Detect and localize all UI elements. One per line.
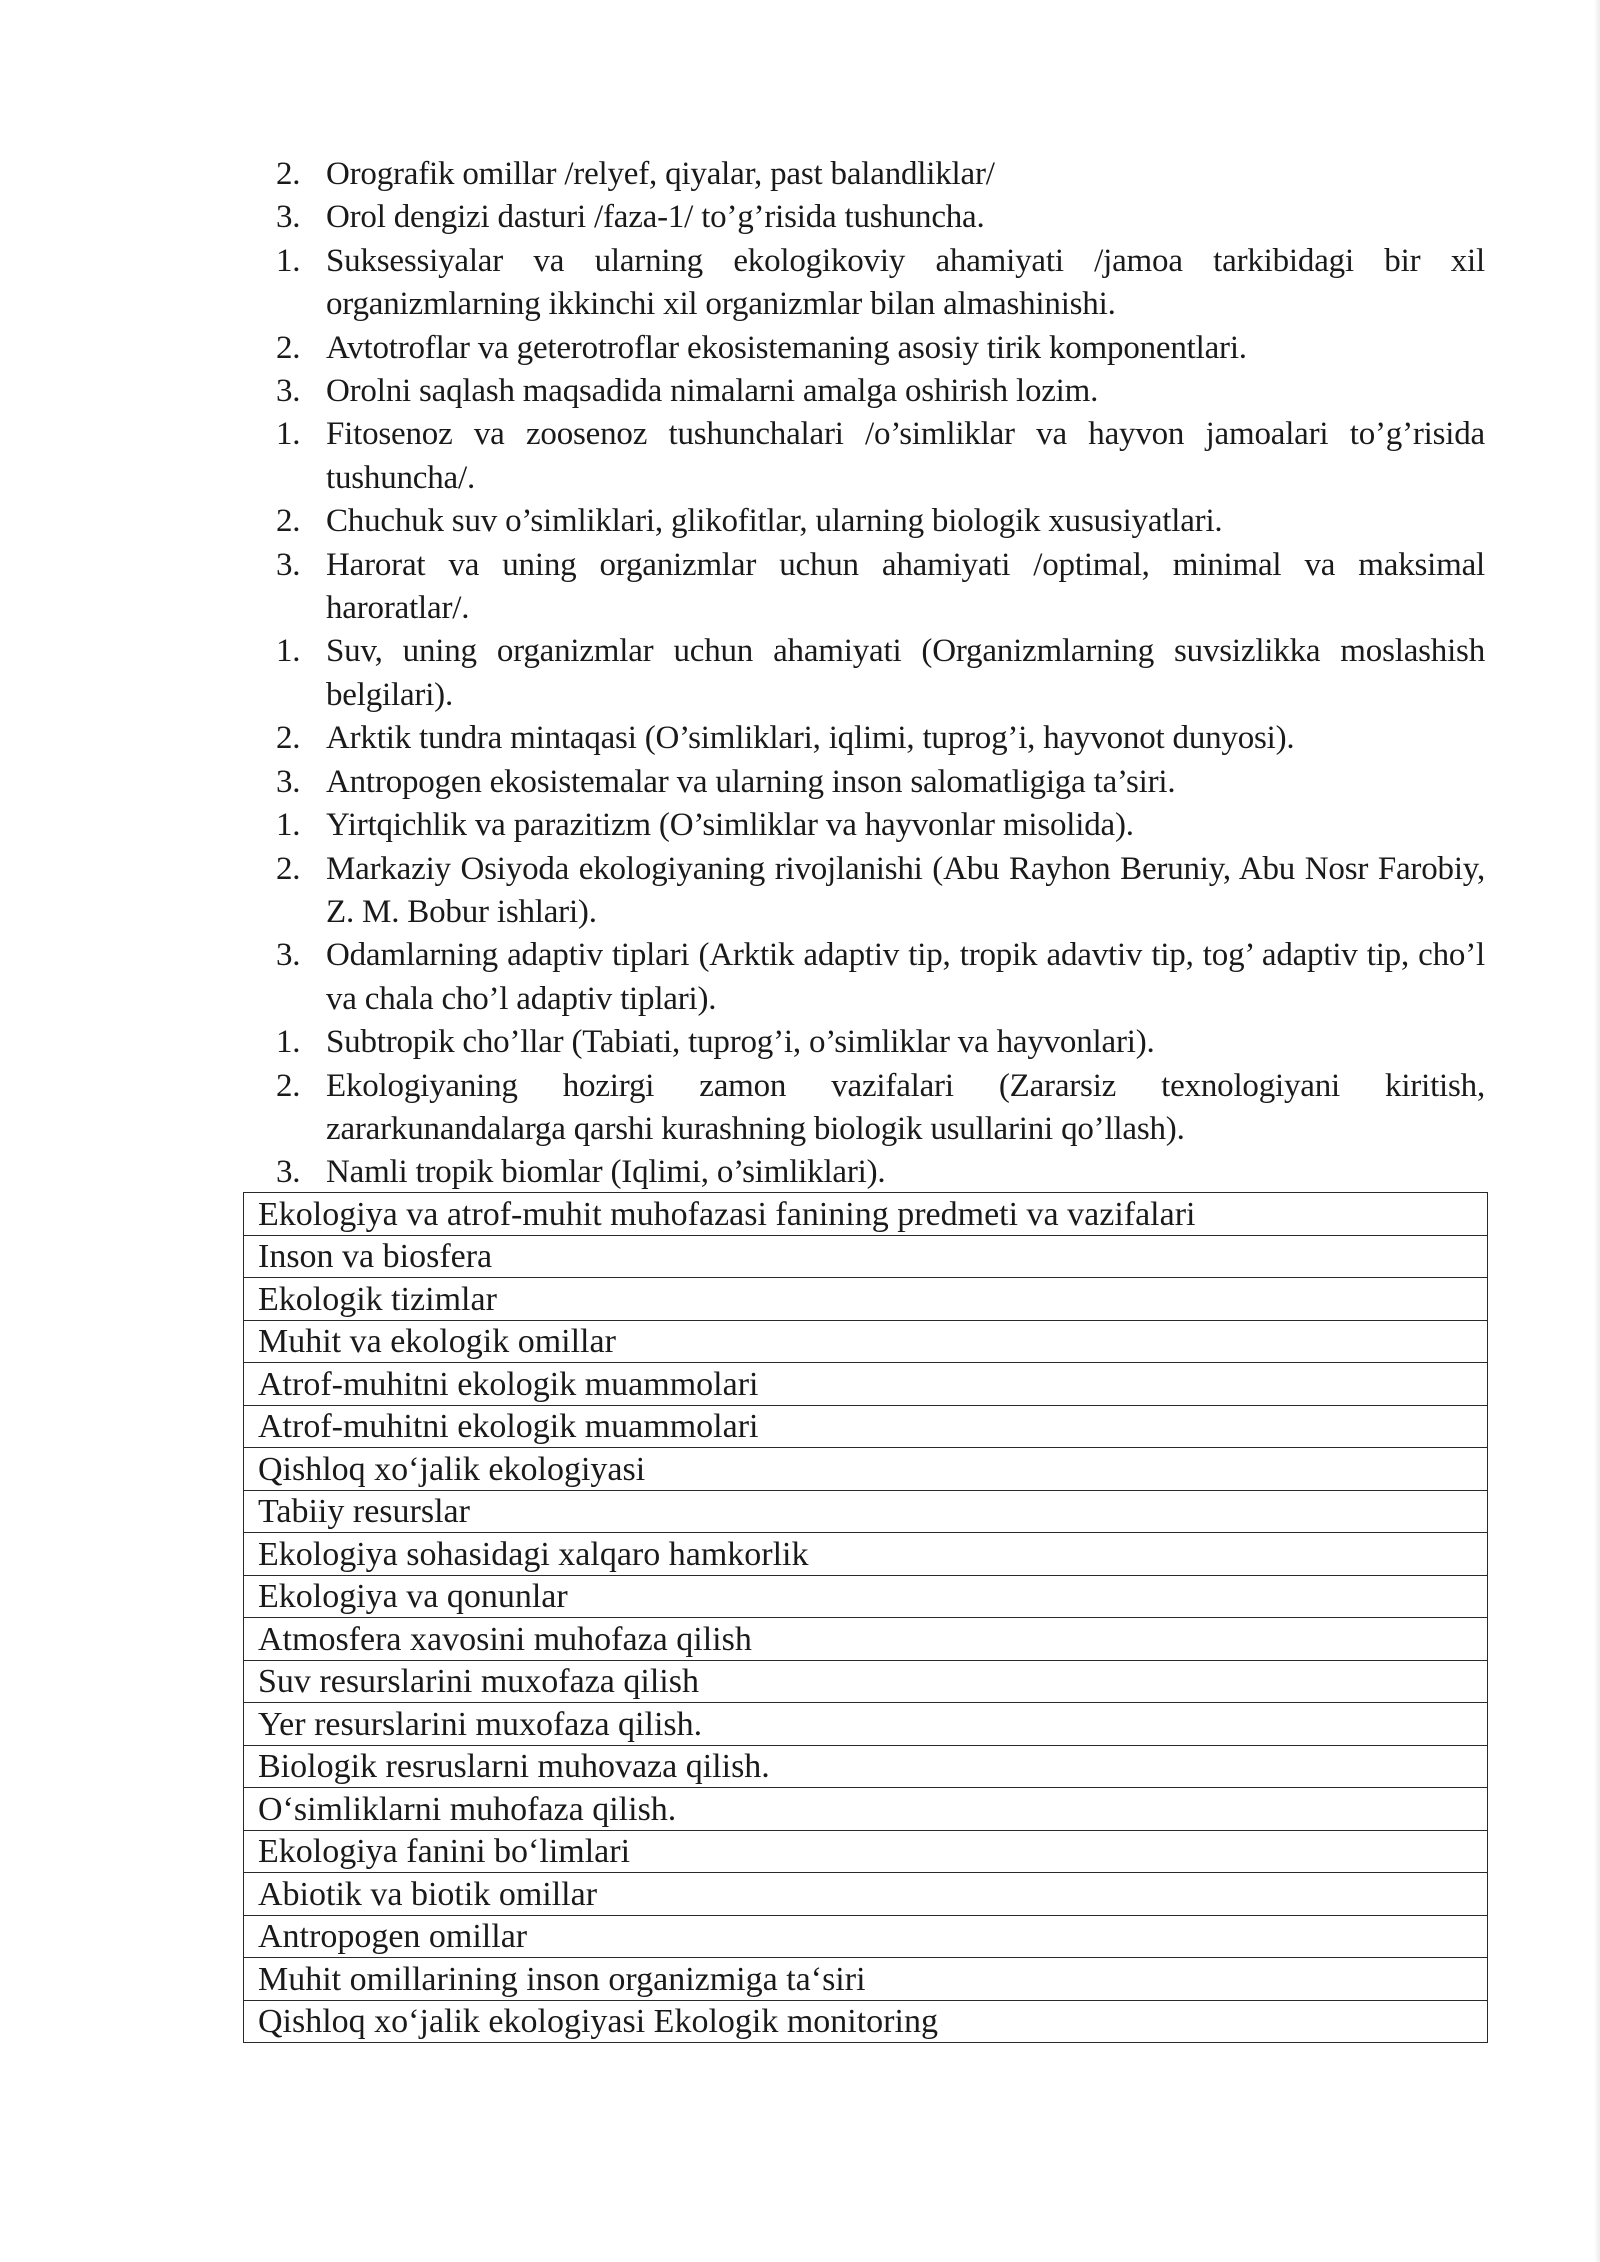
question-number: 3.	[276, 1154, 301, 1191]
question-text: Suv, uning organizmlar uchun ahamiyati (Organizmlarning suvsizlikka moslashish belgilari).	[326, 633, 1485, 713]
question-number: 2.	[276, 1067, 301, 1104]
question-item	[270, 717, 1485, 760]
topic-cell: Muhit va ekologik omillar	[244, 1320, 1488, 1363]
table-row	[244, 1235, 1488, 1278]
question-text: Subtropik cho’llar (Tabiati, tuprog’i, o’simliklar va hayvonlari).	[326, 1024, 1155, 1061]
table-row	[244, 1448, 1488, 1491]
question-number: 2.	[276, 850, 301, 887]
topic-cell: Yer resurslarini muxofaza qilish.	[244, 1703, 1488, 1746]
question-item	[270, 240, 1485, 327]
question-number: 1.	[276, 242, 301, 279]
question-number: 1.	[276, 1024, 301, 1061]
table-row	[244, 1788, 1488, 1831]
question-list	[270, 153, 1485, 1195]
topic-cell: Atmosfera xavosini muhofaza qilish	[244, 1618, 1488, 1661]
topic-cell: Inson va biosfera	[244, 1235, 1488, 1278]
question-text: Harorat va uning organizmlar uchun ahamiyati /optimal, minimal va maksimal haroratlar/.	[326, 546, 1485, 627]
topic-cell: Qishloq xo‘jalik ekologiyasi Ekologik monitoring	[244, 2000, 1488, 2043]
question-item	[270, 327, 1485, 370]
question-item	[270, 153, 1485, 196]
topic-cell: Ekologiya sohasidagi xalqaro hamkorlik	[244, 1533, 1488, 1576]
table-row	[244, 1575, 1488, 1618]
question-item	[270, 630, 1485, 717]
question-text: Ekologiyaning hozirgi zamon vazifalari (Zararsiz texnologiyani kiritish, zararkunandalarga qarshi kurashning biologik usullarini qo’llash).	[326, 1067, 1485, 1147]
table-row	[244, 1405, 1488, 1448]
table-row	[244, 1320, 1488, 1363]
topic-cell: Biologik resruslarni muhovaza qilish.	[244, 1745, 1488, 1788]
topics-table	[243, 1192, 1488, 2043]
question-item	[270, 1021, 1485, 1064]
topic-cell: Muhit omillarining inson organizmiga ta‘siri	[244, 1958, 1488, 2001]
topic-cell: Ekologiya va atrof-muhit muhofazasi fanining predmeti va vazifalari	[244, 1193, 1488, 1236]
question-text: Chuchuk suv o’simliklari, glikofitlar, ularning biologik xususiyatlari.	[326, 503, 1223, 540]
question-number: 2.	[276, 156, 301, 192]
question-number: 3.	[276, 373, 301, 410]
topic-cell: Atrof-muhitni ekologik muammolari	[244, 1363, 1488, 1406]
topic-cell: Ekologiya va qonunlar	[244, 1575, 1488, 1618]
topic-cell: Abiotik va biotik omillar	[244, 1873, 1488, 1916]
question-text: Namli tropik biomlar (Iqlimi, o’simliklari).	[326, 1154, 886, 1191]
topic-cell: Atrof-muhitni ekologik muammolari	[244, 1405, 1488, 1448]
table-row	[244, 1278, 1488, 1321]
topic-cell: Ekologik tizimlar	[244, 1278, 1488, 1321]
question-text: Antropogen ekosistemalar va ularning inson salomatligiga ta’siri.	[326, 763, 1176, 800]
table-row	[244, 1830, 1488, 1873]
table-row	[244, 1193, 1488, 1236]
topic-cell: Tabiiy resurslar	[244, 1490, 1488, 1533]
question-number: 3.	[276, 546, 301, 583]
question-item	[270, 500, 1485, 543]
question-item	[270, 761, 1485, 804]
question-item	[270, 934, 1485, 1021]
table-row	[244, 1703, 1488, 1746]
question-number: 2.	[276, 720, 301, 757]
question-item	[270, 1065, 1485, 1152]
table-row	[244, 1915, 1488, 1958]
question-text: Avtotroflar va geterotroflar ekosistemaning asosiy tirik komponentlari.	[326, 329, 1247, 366]
question-text: Markaziy Osiyoda ekologiyaning rivojlanishi (Abu Rayhon Beruniy, Abu Nosr Farobiy, Z. M. Bobur ishlari).	[326, 850, 1485, 930]
question-text: Fitosenoz va zoosenoz tushunchalari /o’simliklar va hayvon jamoalari to’g’risida tushuncha/.	[326, 416, 1485, 496]
table-row	[244, 1660, 1488, 1703]
topic-cell: Suv resurslarini muxofaza qilish	[244, 1660, 1488, 1703]
table-row	[244, 1533, 1488, 1576]
table-row	[244, 2000, 1488, 2043]
question-item	[270, 848, 1485, 935]
table-row	[244, 1745, 1488, 1788]
question-number: 1.	[276, 416, 301, 453]
topic-cell: Antropogen omillar	[244, 1915, 1488, 1958]
question-item	[270, 1151, 1485, 1194]
page-edge-shadow	[1594, 0, 1600, 2262]
question-item	[270, 544, 1485, 631]
question-item	[270, 370, 1485, 413]
table-row	[244, 1490, 1488, 1533]
question-number: 2.	[276, 503, 301, 540]
question-text: Yirtqichlik va parazitizm (O’simliklar va hayvonlar misolida).	[326, 807, 1134, 844]
question-number: 1.	[276, 633, 301, 670]
table-row	[244, 1618, 1488, 1661]
topic-cell: O‘simliklarni muhofaza qilish.	[244, 1788, 1488, 1831]
question-text: Orografik omillar /relyef, qiyalar, past balandliklar/	[326, 156, 995, 192]
question-text: Suksessiyalar va ularning ekologikoviy ahamiyati /jamoa tarkibidagi bir xil organizmlarning ikkinchi xil organizmlar bilan almashinishi.	[326, 242, 1485, 323]
question-number: 3.	[276, 937, 301, 974]
topic-cell: Ekologiya fanini bo‘limlari	[244, 1830, 1488, 1873]
topic-cell: Qishloq xo‘jalik ekologiyasi	[244, 1448, 1488, 1491]
question-item	[270, 196, 1485, 239]
question-number: 3.	[276, 199, 301, 236]
question-number: 3.	[276, 763, 301, 800]
question-text: Orol dengizi dasturi /faza-1/ to’g’risida tushuncha.	[326, 199, 985, 236]
table-row	[244, 1363, 1488, 1406]
question-number: 1.	[276, 807, 301, 844]
question-text: Orolni saqlash maqsadida nimalarni amalga oshirish lozim.	[326, 373, 1099, 410]
table-row	[244, 1958, 1488, 2001]
question-text: Odamlarning adaptiv tiplari (Arktik adaptiv tip, tropik adavtiv tip, tog’ adaptiv tip, cho’l va chala cho’l adaptiv tiplari).	[326, 937, 1485, 1017]
question-text: Arktik tundra mintaqasi (O’simliklari, iqlimi, tuprog’i, hayvonot dunyosi).	[326, 720, 1295, 757]
question-item	[270, 804, 1485, 847]
table-row	[244, 1873, 1488, 1916]
question-item	[270, 413, 1485, 500]
question-number: 2.	[276, 329, 301, 366]
